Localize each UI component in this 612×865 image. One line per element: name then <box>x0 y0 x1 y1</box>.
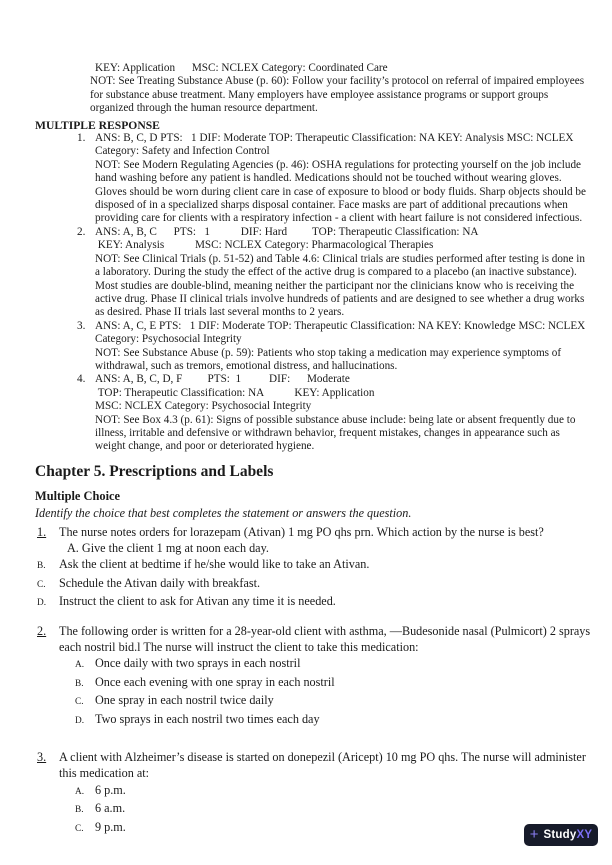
option-a: A. Give the client 1 mg at noon each day. <box>67 541 269 555</box>
option-letter: B. <box>75 678 84 689</box>
multiple-choice-heading: Multiple Choice <box>35 488 121 503</box>
answer-line: KEY: Analysis MSC: NCLEX Category: Pharmacological Therapies <box>95 239 434 252</box>
answer-item-2 <box>35 226 594 320</box>
option-letter: C. <box>75 823 84 834</box>
logo-study-text: Study <box>543 829 577 841</box>
option-d <box>75 711 594 729</box>
answer-note: NOT: See Box 4.3 (p. 61): Signs of possible substance abuse include: being late or absent frequently due to illness, irritable and defensive or withdrawn behavior, frequent mistakes, changes in appearance such as weight change, and poor or deteriorated hygiene. <box>95 413 579 453</box>
question-stem-row <box>35 524 594 557</box>
logo-xy-text: XY <box>576 829 593 841</box>
studyxy-wordmark <box>544 829 593 841</box>
option-c <box>75 692 594 710</box>
option-b <box>37 556 594 574</box>
answer-item-number: 1. <box>77 132 86 145</box>
option-text: 6 p.m. <box>95 782 126 797</box>
answer-item-body <box>95 132 594 226</box>
answer-line: MSC: NCLEX Category: Psychosocial Integrity <box>95 400 312 413</box>
answer-line: ANS: A, C, E PTS: 1 DIF: Moderate TOP: Therapeutic Classification: NA KEY: Knowledge MSC: NCLEX Category: Psychosocial Integrity <box>95 319 589 346</box>
answer-item-body <box>95 226 594 320</box>
option-letter: D. <box>75 715 85 726</box>
answer-item-1 <box>35 132 594 226</box>
plus-icon: + <box>529 826 539 843</box>
question-stem-row <box>35 623 594 656</box>
answer-note: NOT: See Substance Abuse (p. 59): Patients who stop taking a medication may experience symptoms of withdrawal, such as tremors, emotional distress, and hallucinations. <box>95 346 564 372</box>
answer-note: NOT: See Clinical Trials (p. 51-52) and Table 4.6: Clinical trials are studies performed after testing is done in a laboratory. During the study the effect of the active drug is compared to a placebo (an inactive substance). Most studies are double-blind, meaning neither the participant nor the clinicians know who is receiving the active drug. Phase II clinical trials involve hundreds of patients and are designed to see whether a drug works as desired. Phase II trials last several months to 2 years. <box>95 252 588 319</box>
option-text: Instruct the client to ask for Ativan any time it is needed. <box>59 594 336 609</box>
option-b <box>75 674 594 692</box>
option-c <box>37 575 594 593</box>
option-letter: D. <box>37 598 47 609</box>
option-text: Schedule the Ativan daily with breakfast. <box>59 575 261 590</box>
option-letter: B. <box>75 805 84 816</box>
question-number: 2. <box>37 623 47 638</box>
question-body <box>59 524 594 557</box>
option-d <box>37 593 594 611</box>
option-letter: B. <box>37 561 46 572</box>
option-text: 9 p.m. <box>95 819 126 834</box>
answer-line: ANS: B, C, D PTS: 1 DIF: Moderate TOP: Therapeutic Classification: NA KEY: Analysis MSC: NCLEX Category: Safety and Infection Control <box>95 132 577 158</box>
chapter-title: Chapter 5. Prescriptions and Labels <box>35 462 274 480</box>
option-text: 6 a.m. <box>95 801 126 816</box>
option-letter: C. <box>37 579 46 590</box>
option-text: Ask the client at bedtime if he/she would like to take an Ativan. <box>59 557 370 572</box>
question-text: The nurse notes orders for lorazepam (Ativan) 1 mg PO qhs prn. Which action by the nurse is best? <box>59 524 544 539</box>
section-instruction: Identify the choice that best completes the statement or answers the question. <box>35 506 412 521</box>
option-text: Once each evening with one spray in each nostril <box>95 674 335 689</box>
answer-item-number: 2. <box>77 225 86 238</box>
option-text: Once daily with two sprays in each nostril <box>95 656 301 671</box>
question-3 <box>35 749 594 837</box>
option-text: One spray in each nostril twice daily <box>95 693 274 708</box>
question-2 <box>35 623 594 729</box>
option-b <box>75 800 594 818</box>
question-number: 1. <box>37 524 47 539</box>
not-paragraph: NOT: See Treating Substance Abuse (p. 60): Follow your facility’s protocol on referral of impaired employees for substance abuse treatment. Many employers have employee assistance programs or support groups organized through the human resource department. <box>90 75 587 115</box>
studyxy-logo-badge[interactable] <box>524 824 598 846</box>
question-number: 3. <box>37 750 47 765</box>
question-stem-row <box>35 749 594 782</box>
answer-item-number: 3. <box>77 319 86 332</box>
multiple-choice-section <box>35 488 594 837</box>
question-text: The following order is written for a 28-year-old client with asthma, —Budesonide nasal (Pulmicort) 2 sprays each nostril bid.l The nurse will instruct the client to take this medication: <box>59 623 591 655</box>
answer-item-body <box>95 320 594 374</box>
option-a <box>75 782 594 800</box>
answer-item-4 <box>35 373 594 453</box>
option-letter: A. <box>75 786 85 797</box>
key-msc-line: KEY: Application MSC: NCLEX Category: Coordinated Care <box>95 62 388 74</box>
option-text: Two sprays in each nostril two times each day <box>95 711 320 726</box>
multiple-response-heading: MULTIPLE RESPONSE <box>35 118 160 132</box>
answer-line: TOP: Therapeutic Classification: NA KEY: Application <box>95 386 375 399</box>
option-letter: C. <box>75 697 84 708</box>
answer-line: ANS: A, B, C, D, F PTS: 1 DIF: Moderate <box>95 373 350 386</box>
answer-item-3 <box>35 320 594 374</box>
option-a <box>75 655 594 673</box>
question-text: A client with Alzheimer’s disease is started on donepezil (Aricept) 10 mg PO qhs. The nurse will administer this medication at: <box>59 750 586 781</box>
option-letter: A. <box>75 660 85 671</box>
answer-note: NOT: See Modern Regulating Agencies (p. 46): OSHA regulations for protecting yourself on the job include hand washing before any patient is handled. Medications should not be touched without wearing gloves. Gloves should be worn during client care in case of exposure to blood or body fluids. Sharp objects should be disposed of in a specialized sharps disposal container. Face masks are part of additional precautions when providing care for clients with a respiratory infection - a client with heart failure is not considered infectious. <box>95 158 589 225</box>
answer-item-number: 4. <box>77 373 86 386</box>
answer-item-body <box>95 373 594 453</box>
answer-key-section <box>35 62 594 454</box>
question-1 <box>35 524 594 612</box>
option-c <box>75 819 594 837</box>
answer-line: ANS: A, B, C PTS: 1 DIF: Hard TOP: Therapeutic Classification: NA <box>95 225 479 238</box>
